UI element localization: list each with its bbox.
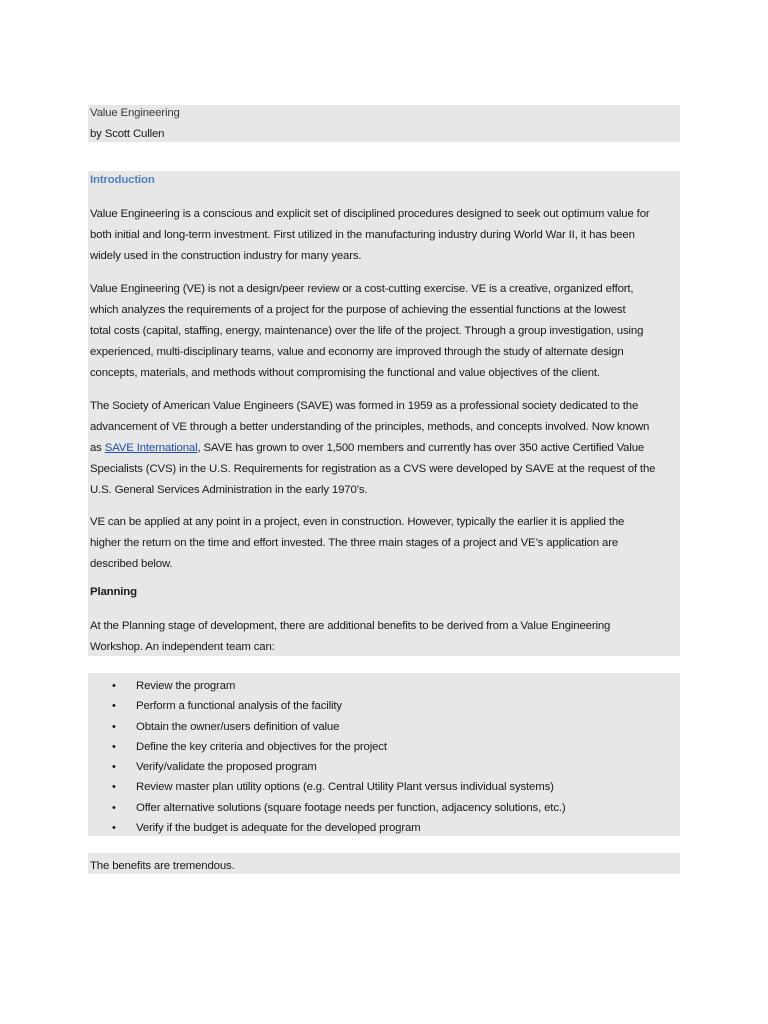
list-item: [88, 821, 680, 835]
paragraph-line: Value Engineering is a conscious and explicit set of disciplined procedures designed to seek out optimum value for: [90, 208, 650, 220]
paragraph-line: advancement of VE through a better understanding of the principles, methods, and concepts involved. Now known: [90, 421, 650, 433]
bullet-marker: •: [112, 680, 116, 692]
bullet-marker: •: [112, 822, 116, 834]
paragraph-line: At the Planning stage of development, there are additional benefits to be derived from a Value Engineering: [90, 620, 611, 632]
paragraph-line: Workshop. An independent team can:: [90, 641, 275, 653]
paragraph-line: Value Engineering (VE) is not a design/peer review or a cost-cutting exercise. VE is a creative, organized effort,: [90, 283, 634, 295]
link-suffix: , SAVE has grown to over 1,500 members and currently has over 350 active Certified Value: [197, 442, 645, 454]
bullet-marker: •: [112, 741, 116, 753]
list-item: [88, 760, 680, 774]
list-item-text: Verify if the budget is adequate for the developed program: [136, 822, 421, 834]
list-item: [88, 801, 680, 815]
section-heading-introduction: Introduction: [90, 174, 155, 186]
bullet-marker: •: [112, 802, 116, 814]
paragraph-line: described below.: [90, 558, 173, 570]
list-item-text: Offer alternative solutions (square footage needs per function, adjacency solutions, etc.): [136, 802, 566, 814]
list-item-text: Obtain the owner/users definition of value: [136, 721, 340, 733]
section-heading-planning: Planning: [90, 586, 137, 598]
list-item: [88, 780, 680, 794]
paragraph-line: U.S. General Services Administration in the early 1970’s.: [90, 484, 368, 496]
paragraph-line: total costs (capital, staffing, energy, maintenance) over the life of the project. Through a group investigation, using: [90, 325, 644, 337]
body-block: [88, 171, 680, 656]
list-item-text: Define the key criteria and objectives for the project: [136, 741, 387, 753]
paragraph-line: Specialists (CVS) in the U.S. Requirements for registration as a CVS were developed by SAVE at the request of the: [90, 463, 656, 475]
paragraph-line: VE can be applied at any point in a project, even in construction. However, typically the earlier it is applied the: [90, 516, 625, 528]
list-item: [88, 699, 680, 713]
paragraph-line: widely used in the construction industry for many years.: [90, 250, 362, 262]
list-item: [88, 740, 680, 754]
closing-text: The benefits are tremendous.: [90, 860, 235, 872]
save-international-link[interactable]: SAVE International: [104, 442, 198, 454]
paragraph-line: which analyzes the requirements of a project for the purpose of achieving the essential functions at the lowest: [90, 304, 626, 316]
list-item-text: Perform a functional analysis of the facility: [136, 700, 342, 712]
document-title: Value Engineering: [90, 107, 180, 119]
title-block: [88, 105, 680, 142]
list-item-text: Review the program: [136, 680, 236, 692]
list-item-text: Verify/validate the proposed program: [136, 761, 317, 773]
paragraph-line: The Society of American Value Engineers (SAVE) was formed in 1959 as a professional society dedicated to the: [90, 400, 639, 412]
bullet-list-block: [88, 673, 680, 836]
bullet-marker: •: [112, 721, 116, 733]
list-item: [88, 679, 680, 693]
document-byline: by Scott Cullen: [90, 128, 165, 140]
list-item-text: Review master plan utility options (e.g. Central Utility Plant versus individual systems): [136, 781, 554, 793]
link-prefix: as: [90, 442, 105, 454]
paragraph-line: experienced, multi-disciplinary teams, value and economy are improved through the study of alternate design: [90, 346, 624, 358]
paragraph-line: both initial and long-term investment. First utilized in the manufacturing industry during World War II, it has been: [90, 229, 635, 241]
bullet-marker: •: [112, 700, 116, 712]
bullet-marker: •: [112, 781, 116, 793]
paragraph-line: higher the return on the time and effort invested. The three main stages of a project and VE’s application are: [90, 537, 619, 549]
paragraph-line-with-link: [90, 441, 644, 455]
closing-block: [88, 853, 680, 874]
list-item: [88, 720, 680, 734]
paragraph-line: concepts, materials, and methods without compromising the functional and value objectives of the client.: [90, 367, 600, 379]
bullet-marker: •: [112, 761, 116, 773]
